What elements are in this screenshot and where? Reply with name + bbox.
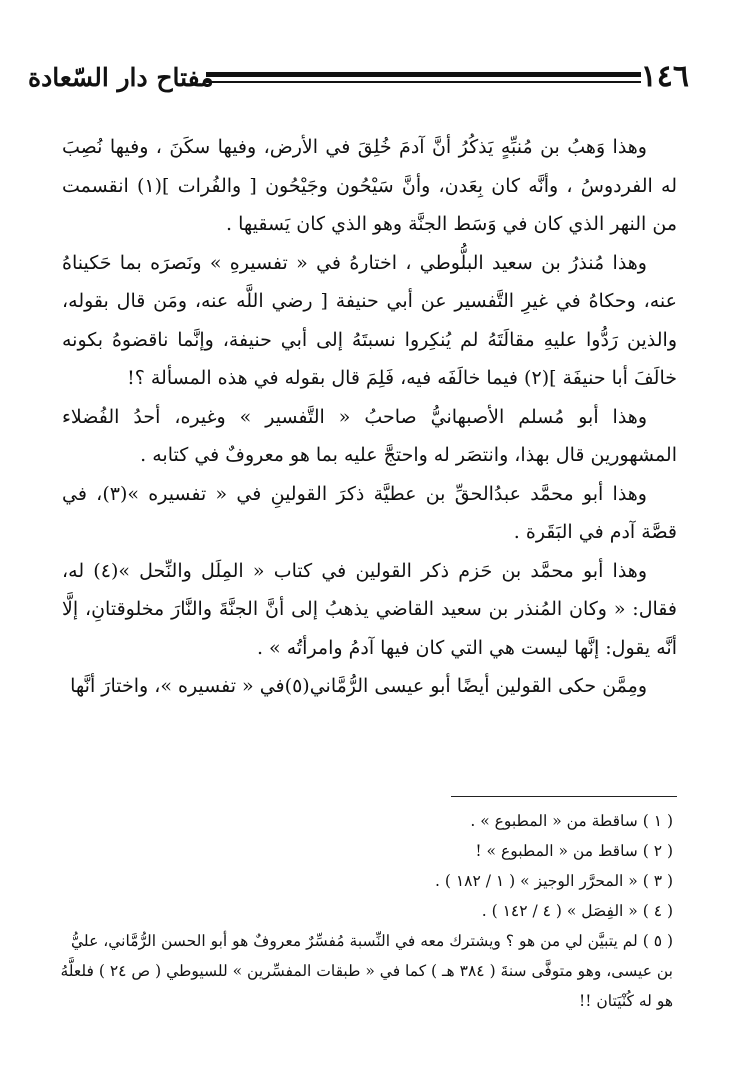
footnote: ( ٤ ) « الفِصَل » ( ٤ / ١٤٢ ) . (481, 902, 673, 920)
footnote: ( ٣ ) « المحرَّر الوجيز » ( ١ / ١٨٢ ) . (435, 872, 673, 890)
paragraph: وهذا أبو محمَّد عبدُالحقِّ بن عطيَّة ذكرَ القولينِ في « تفسيره »(٣)، في قصَّة آدم في البَقَرة . (62, 482, 677, 543)
paragraph: وهذا أبو محمَّد بن حَزم ذكر القولين في كتاب « المِلَل والنِّحل »(٤) له، فقال: « وكان المُنذر بن سعيد القاضي يذهبُ إلى أنَّ الجنَّةَ والنَّارَ مخلوقتانِ، إلَّا أنَّه يقول: إنَّها ليست هي التي كان فيها آدمُ وامرأتُه » . (62, 559, 677, 659)
running-title: مفتاح دار السّعادة (28, 63, 214, 92)
paragraph: وهذا وَهبُ بن مُنبِّهٍ يَذكُرُ أنَّ آدمَ خُلِقَ في الأرض، وفيها سكَنَ ، وفيها نُصِبَ له الفردوسُ ، وأنَّه كان بِعَدن، وأنَّ سَيْحُون وجَيْحُون [ والفُرات ](١) انقسمت من النهر الذي كان في وَسَط الجنَّة وهو الذي كان يَسقيها . (62, 136, 677, 235)
footnote: ( ٥ ) لم يتبيَّن لي من هو ؟ ويشترك معه في النِّسبة مُفسِّرٌ معروفٌ هو أبو الحسن الرُّمَّاني، عليُّ بن عيسى، وهو متوفَّى سنةَ ( ٣٨٤ هـ ) كما في « طبقات المفسِّرين » للسيوطي ( ص ٢٤ ) فلعلَّهُ هو له كُنْيَتان !! (60, 932, 673, 1010)
paragraph: ومِمَّن حكى القولين أيضًا أبو عيسى الرُّمَّاني(٥)في « تفسيره »، واختارَ أنَّها (70, 675, 647, 697)
header-rule-thin (206, 81, 641, 83)
body-text (62, 128, 677, 706)
footnote: ( ٢ ) ساقط من « المطبوع » ! (475, 842, 673, 860)
footnotes (58, 806, 677, 1016)
page-header (28, 58, 689, 98)
page-number: ١٤٦ (640, 59, 689, 94)
footnote-separator (451, 796, 677, 797)
footnote: ( ١ ) ساقطة من « المطبوع » . (470, 812, 673, 830)
header-rule-thick (206, 72, 641, 77)
paragraph: وهذا أبو مُسلم الأصبهانيُّ صاحبُ « التَّفسير » وغيره، أحدُ الفُضلاء المشهورين قال بهذا، وانتصَر له واحتجَّ عليه بما هو معروفٌ في كتابه . (62, 405, 677, 466)
paragraph: وهذا مُنذرُ بن سعيد البلُّوطي ، اختارهُ في « تفسيرهِ » ونَصرَه بما حَكيناهُ عنه، وحكاهُ في غيرِ التَّفسير عن أبي حنيفة [ رضي اللَّه عنه، ومَن قال بقوله، والذين رَدُّوا عليهِ مقالَتَهُ لم يُنكِروا نسبتَهُ إلى أبي حنيفة، وإنَّما ناقضوهُ بكونه خالَفَ أبا حنيفَة ](٢) فيما خالَفَه فيه، فَلِمَ قال بقوله في هذه المسألة ؟! (62, 251, 677, 389)
